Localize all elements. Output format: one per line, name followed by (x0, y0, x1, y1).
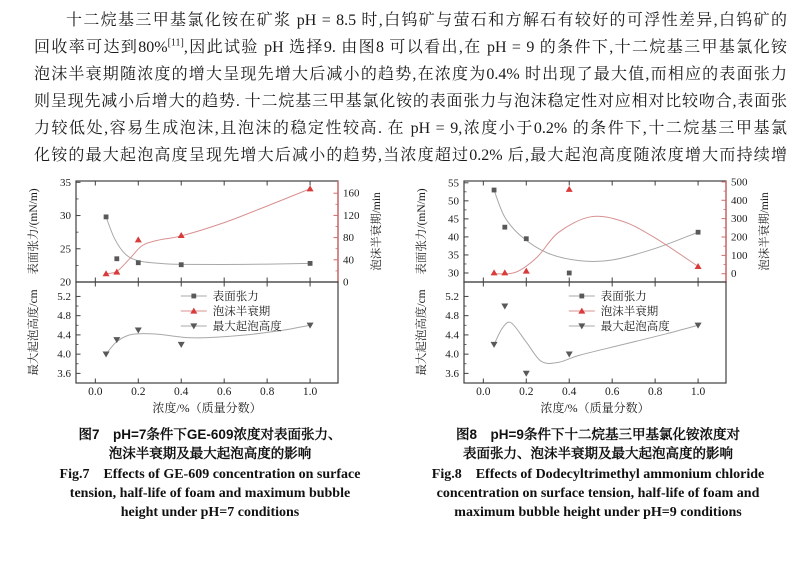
svg-text:4.8: 4.8 (445, 310, 459, 323)
paragraph-line: 泡沫半衰期随浓度的增大呈现先增大后减小的趋势,在浓度为0.4% 时出现了最大值,而相应的表面张力 (34, 66, 787, 83)
svg-text:5.2: 5.2 (445, 290, 459, 303)
figure-8-caption-en (412, 465, 784, 522)
paragraph-text: ,因此试验 pH 选择9. 由图8 可以看出,在 pH = 9 的条件下,十二烷基三甲基氯化铵 (183, 39, 787, 56)
svg-text:20: 20 (60, 276, 71, 289)
svg-text:1.0: 1.0 (302, 386, 318, 398)
caption-line: height under pH=7 conditions (120, 505, 300, 520)
svg-text:200: 200 (731, 231, 748, 244)
svg-text:400: 400 (731, 194, 748, 207)
caption-line: concentration on surface tension, half-life of foam and (436, 486, 760, 501)
svg-text:最大起泡高度/cm: 最大起泡高度/cm (28, 289, 40, 376)
svg-text:最大起泡高度/cm: 最大起泡高度/cm (416, 289, 428, 376)
svg-text:浓度/%（质量分数）: 浓度/%（质量分数） (152, 401, 262, 415)
svg-text:4.4: 4.4 (445, 329, 459, 342)
svg-text:30: 30 (448, 267, 459, 280)
svg-text:最大起泡高度: 最大起泡高度 (212, 321, 282, 333)
svg-text:表面张力/(mN/m): 表面张力/(mN/m) (416, 188, 428, 275)
paragraph-line: 则呈现先减小后增大的趋势. 十二烷基三甲基氯化铵的表面张力与泡沫稳定性对应相对比较吻合,表面张 (34, 93, 787, 110)
svg-text:表面张力/(mN/m): 表面张力/(mN/m) (28, 188, 40, 275)
svg-text:泡沫半衰期: 泡沫半衰期 (600, 306, 659, 318)
svg-text:40: 40 (448, 231, 459, 244)
body-paragraph (34, 7, 787, 169)
caption-line: tension, half-life of foam and maximum bubble (69, 486, 351, 501)
svg-text:0.6: 0.6 (604, 386, 620, 398)
svg-text:0.2: 0.2 (519, 386, 534, 398)
svg-text:0: 0 (731, 268, 737, 281)
svg-text:3.6: 3.6 (57, 367, 71, 380)
caption-line: 表面张力、泡沫半衰期及最大起泡高度的影响 (463, 446, 733, 461)
svg-text:35: 35 (448, 249, 459, 262)
figures-row (0, 171, 799, 522)
svg-text:0.4: 0.4 (174, 386, 189, 398)
svg-text:0.8: 0.8 (259, 386, 275, 398)
figure-7-caption-en (24, 465, 396, 522)
svg-text:0.0: 0.0 (88, 386, 103, 398)
paragraph-line: 十二烷基三甲基氯化铵在矿浆 pH = 8.5 时,白钨矿与萤石和方解石有较好的可浮性差异,白钨矿的 (66, 12, 787, 29)
citation-ref: [11] (167, 37, 184, 49)
svg-text:0: 0 (343, 276, 349, 289)
svg-text:最大起泡高度: 最大起泡高度 (600, 321, 670, 333)
paragraph-line: 力较低处,容易生成泡沫,且泡沫的稳定性较高. 在 pH = 9,浓度小于0.2% 的条件下,十二烷基三甲基氯 (34, 120, 787, 137)
figure-8 (412, 171, 784, 522)
paragraph-text: 回收率可达到80% (34, 39, 168, 56)
svg-text:25: 25 (60, 243, 71, 256)
svg-text:浓度/%（质量分数）: 浓度/%（质量分数） (540, 401, 650, 415)
svg-text:5.2: 5.2 (57, 290, 71, 303)
svg-text:4.0: 4.0 (57, 348, 71, 361)
svg-text:50: 50 (448, 195, 459, 208)
paragraph-line: 化铵的最大起泡高度呈现先增大后减小的趋势,当浓度超过0.2% 后,最大起泡高度随浓度增大而持续增 (34, 147, 787, 164)
svg-text:4.4: 4.4 (57, 329, 71, 342)
svg-text:80: 80 (343, 232, 354, 245)
svg-text:3.6: 3.6 (445, 367, 459, 380)
caption-line: 图7 pH=7条件下GE-609浓度对表面张力、 (78, 427, 342, 442)
svg-text:40: 40 (343, 254, 354, 267)
svg-text:30: 30 (60, 210, 71, 223)
svg-text:100: 100 (731, 249, 748, 262)
svg-text:120: 120 (343, 209, 360, 222)
svg-text:0.8: 0.8 (647, 386, 663, 398)
svg-text:0.6: 0.6 (216, 386, 232, 398)
figure-8-chart (412, 171, 784, 423)
caption-line: Fig.8 Effects of Dodecyltrimethyl ammonium chloride (431, 467, 765, 482)
svg-text:泡沫半衰期/min: 泡沫半衰期/min (371, 192, 383, 271)
caption-line: maximum bubble height under pH=9 conditions (454, 505, 742, 520)
figure-8-caption-cn (412, 425, 784, 463)
svg-text:4.0: 4.0 (445, 348, 459, 361)
svg-text:0.0: 0.0 (476, 386, 491, 398)
svg-text:泡沫半衰期: 泡沫半衰期 (212, 306, 271, 318)
svg-text:0.4: 0.4 (562, 386, 577, 398)
svg-text:0.2: 0.2 (131, 386, 146, 398)
svg-text:45: 45 (448, 213, 459, 226)
svg-text:4.8: 4.8 (57, 310, 71, 323)
caption-line: 泡沫半衰期及最大起泡高度的影响 (108, 446, 312, 461)
svg-text:表面张力: 表面张力 (600, 291, 647, 303)
svg-text:300: 300 (731, 213, 748, 226)
figure-7-caption-cn (24, 425, 396, 463)
figure-7 (24, 171, 396, 522)
svg-text:35: 35 (60, 176, 71, 189)
caption-line: 图8 pH=9条件下十二烷基三甲基氯化铵浓度对 (456, 427, 740, 442)
caption-line: Fig.7 Effects of GE-609 concentration on surface (59, 467, 361, 482)
svg-text:55: 55 (448, 177, 459, 190)
svg-text:160: 160 (343, 187, 360, 200)
svg-text:表面张力: 表面张力 (212, 291, 259, 303)
figure-7-chart (24, 171, 396, 423)
svg-text:500: 500 (731, 176, 748, 189)
svg-text:泡沫半衰期/min: 泡沫半衰期/min (759, 192, 771, 271)
paragraph-line (34, 34, 787, 61)
svg-text:1.0: 1.0 (690, 386, 706, 398)
